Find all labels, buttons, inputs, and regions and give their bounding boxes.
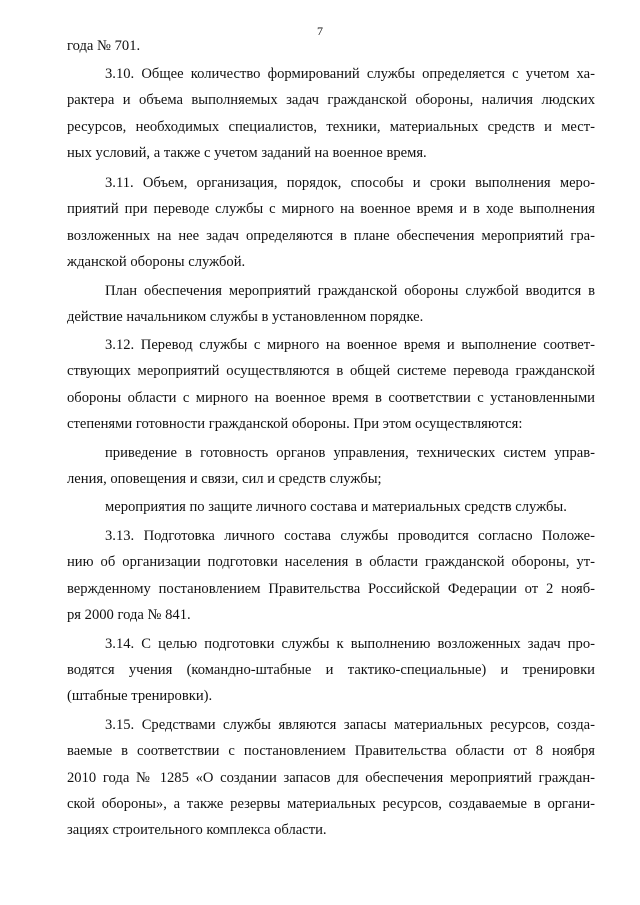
text-line: приятий при переводе службы с мирного на военное время и в ходе выполнения (67, 201, 595, 217)
paragraph-plan-line: План обеспечения мероприятий гражданской обороны службой вводится в (105, 283, 595, 299)
paragraph-3-13-line: 3.13. Подготовка личного состава службы проводится согласно Положе- (105, 528, 595, 544)
text-line: действие начальником службы в установленном порядке. (67, 309, 424, 325)
text-line: ресурсов, необходимых специалистов, техники, материальных средств и мест- (67, 119, 595, 135)
text-line: ваемые в соответствии с постановлением Правительства области от 8 ноября (67, 743, 595, 759)
list-item-line: мероприятия по защите личного состава и материальных средств службы. (105, 499, 567, 515)
paragraph-3-10-line: 3.10. Общее количество формирований службы определяется с учетом ха- (105, 66, 595, 82)
paragraph-3-11-line: 3.11. Объем, организация, порядок, способы и сроки выполнения меро- (105, 175, 595, 191)
text-line: нию об организации подготовки населения в области гражданской обороны, ут- (67, 554, 595, 570)
text-line: обороны области с мирного на военное время в соответствии с установленными (67, 390, 595, 406)
text-line: ления, оповещения и связи, сил и средств службы; (67, 471, 382, 487)
text-line: ской обороны», а также резервы материальных ресурсов, создаваемые в органи- (67, 796, 595, 812)
text-line: (штабные тренировки). (67, 688, 213, 704)
text-line: ствующих мероприятий осуществляются в общей системе перевода гражданской (67, 363, 595, 379)
text-line: ря 2000 года № 841. (67, 607, 191, 623)
paragraph-3-12-line: 3.12. Перевод службы с мирного на военное время и выполнение соответ- (105, 337, 595, 353)
text-line: ных условий, а также с учетом заданий на военное время. (67, 145, 427, 161)
text-line: водятся учения (командно-штабные и тактико-специальные) и тренировки (67, 662, 595, 678)
text-line: жданской обороны службой. (67, 254, 246, 270)
text-line: возложенных на нее задач определяются в плане обеспечения мероприятий гра- (67, 228, 595, 244)
text-line: зациях строительного комплекса области. (67, 822, 327, 838)
page-number: 7 (317, 24, 323, 38)
paragraph-3-14-line: 3.14. С целью подготовки службы к выполнению возложенных задач про- (105, 636, 595, 652)
text-line: года № 701. (67, 38, 141, 54)
paragraph-3-15-line: 3.15. Средствами службы являются запасы материальных ресурсов, созда- (105, 717, 595, 733)
text-line: 2010 года № 1285 «О создании запасов для обеспечения мероприятий граждан- (67, 770, 595, 786)
list-item-line: приведение в готовность органов управления, технических систем управ- (105, 445, 595, 461)
text-line: степенями готовности гражданской обороны. При этом осуществляются: (67, 416, 523, 432)
text-line: рактера и объема выполняемых задач гражданской обороны, наличия людских (67, 92, 595, 108)
text-line: вержденному постановлением Правительства Российской Федерации от 2 нояб- (67, 581, 595, 597)
